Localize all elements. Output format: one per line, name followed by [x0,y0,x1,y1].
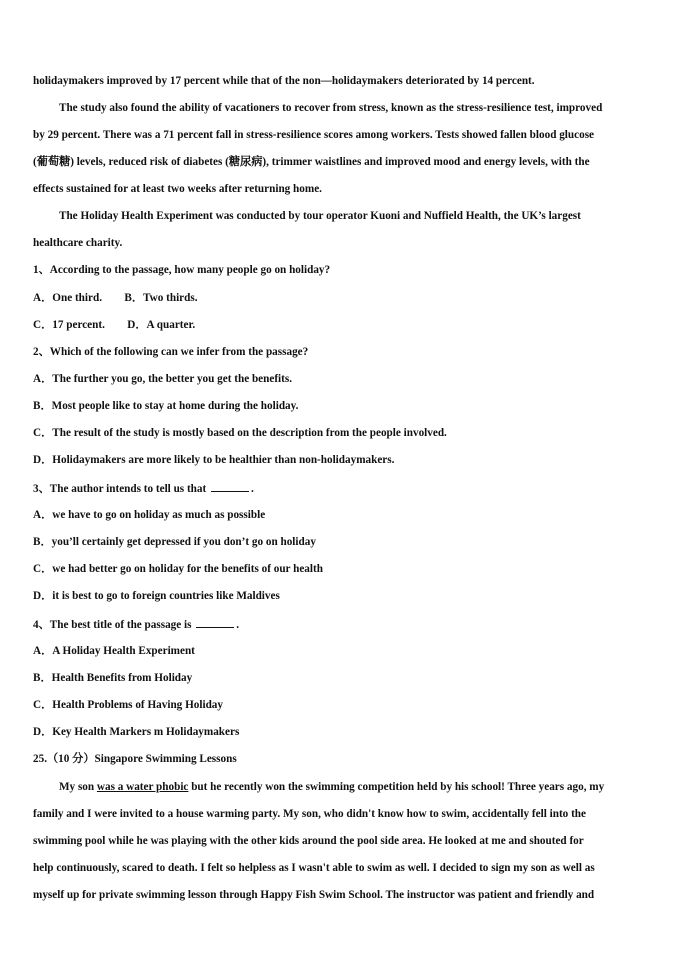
section-25-paragraph-line: swimming pool while he was playing with the other kids around the pool side area. He looked at me and shouted for [33,835,584,847]
question-2-option-a: A．The further you go, the better you get the benefits. [33,373,293,385]
passage-line: by 29 percent. There was a 71 percent fall in stress-resilience scores among workers. Tests showed fallen blood glucose [33,129,595,141]
question-3-stem-line [33,481,254,496]
question-3-option-b: B．you’ll certainly get depressed if you don’t go on holiday [33,536,316,548]
paragraph-rest: but he recently won the swimming competition held by his school! Three years ago, my [188,781,605,793]
question-4-option-c: C．Health Problems of Having Holiday [33,699,223,711]
passage-line: effects sustained for at least two weeks after returning home. [33,183,322,195]
passage-line: healthcare charity. [33,237,123,249]
answer-blank [211,481,249,492]
section-25-paragraph-line [59,780,604,794]
question-1-options-cd: C．17 percent. D．A quarter. [33,319,196,331]
question-4-stem-line [33,617,239,632]
section-25-paragraph-line: family and I were invited to a house warming party. My son, who didn't know how to swim, accidentally fell into the [33,808,586,820]
question-4-stem-end: . [236,619,240,631]
section-25-paragraph-line: help continuously, scared to death. I felt so helpless as I wasn't able to swim as well. I decided to sign my son as well as [33,862,595,874]
passage-line: The study also found the ability of vacationers to recover from stress, known as the stress-resilience test, improved [59,102,603,114]
question-4-option-b: B．Health Benefits from Holiday [33,672,193,684]
paragraph-start: My son [59,781,97,793]
question-2-stem: 2、Which of the following can we infer from the passage? [33,346,309,358]
section-25-paragraph-line: myself up for private swimming lesson through Happy Fish Swim School. The instructor was patient and friendly and [33,889,595,901]
passage-line: holidaymakers improved by 17 percent while that of the non—holidaymakers deteriorated by 14 percent. [33,75,535,87]
passage-line: (葡萄糖) levels, reduced risk of diabetes (糖尿病), trimmer waistlines and improved mood and energy levels, with the [33,156,590,168]
passage-line: The Holiday Health Experiment was conducted by tour operator Kuoni and Nuffield Health, the UK’s largest [59,210,581,222]
question-1-stem: 1、According to the passage, how many people go on holiday? [33,264,331,276]
question-4-option-a: A．A Holiday Health Experiment [33,645,195,657]
answer-blank [196,617,234,628]
question-3-stem: 3、The author intends to tell us that [33,483,207,495]
question-4-stem: 4、The best title of the passage is [33,619,192,631]
section-25-heading: 25.（10 分）Singapore Swimming Lessons [33,753,237,765]
question-4-option-d: D．Key Health Markers m Holidaymakers [33,726,240,738]
question-1-options-ab: A．One third. B．Two thirds. [33,292,198,304]
question-2-option-c: C．The result of the study is mostly based on the description from the people involved. [33,427,447,439]
question-2-option-b: B．Most people like to stay at home during the holiday. [33,400,299,412]
question-3-stem-end: . [251,483,254,495]
question-3-option-d: D．it is best to go to foreign countries like Maldives [33,590,280,602]
question-3-option-a: A．we have to go on holiday as much as possible [33,509,266,521]
question-3-option-c: C．we had better go on holiday for the benefits of our health [33,563,323,575]
question-2-option-d: D．Holidaymakers are more likely to be healthier than non-holidaymakers. [33,454,395,466]
underlined-phrase: was a water phobic [96,781,189,793]
